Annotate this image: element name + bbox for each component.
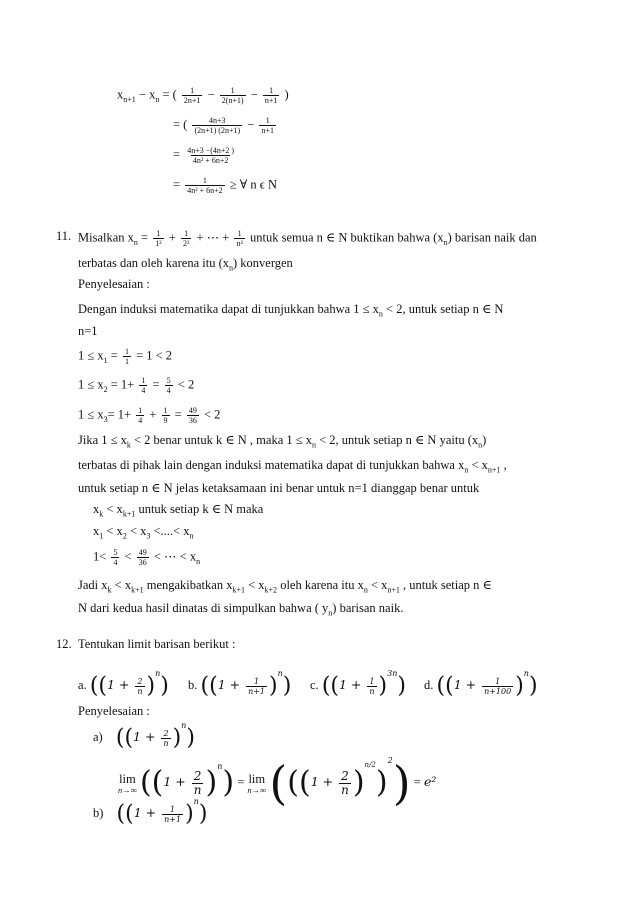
text: lim [248, 771, 266, 786]
numerator: 2 [341, 768, 349, 783]
numerator: 2 [193, 768, 202, 783]
subscript: n [155, 94, 160, 104]
subscript: n [464, 465, 469, 475]
p11-fraction-chain [93, 548, 200, 569]
subscript: 3 [146, 531, 151, 541]
numerator: 1 [190, 86, 195, 95]
p11-row-x1 [78, 347, 172, 368]
denominator: 4 [166, 386, 171, 395]
p11-row-x2 [78, 376, 194, 397]
text: < x [103, 524, 123, 538]
denominator: 2² [182, 239, 190, 248]
paren: ( [209, 673, 218, 699]
choice-b [188, 669, 292, 699]
text: = [173, 177, 181, 192]
numerator: 4n+3 −(4n+2 ) [187, 146, 235, 155]
p12-sol-a-limit [118, 755, 437, 810]
text: < x [244, 578, 265, 592]
text: Jika 1 ≤ x [78, 433, 127, 447]
fraction [139, 376, 147, 395]
fraction [192, 770, 204, 797]
exponent: n [217, 761, 223, 771]
denominator: n+1 [261, 126, 274, 135]
text: < ⋯ < x [153, 549, 197, 564]
text: x [93, 502, 100, 516]
text: 1 + [453, 677, 481, 693]
text: untuk semua n ∈ N buktikan bahwa (x [249, 230, 444, 245]
paren: ( [200, 673, 210, 699]
paren: ( [269, 756, 288, 810]
derivation-line-3 [173, 146, 238, 165]
paren: ) [186, 725, 195, 751]
p12-title: Tentukan limit barisan berikut : [78, 637, 236, 651]
text: mengakibatkan x [143, 578, 233, 592]
fraction [123, 347, 131, 366]
numerator: 1 [237, 229, 242, 238]
fraction [339, 770, 351, 797]
text: 1 + [339, 677, 366, 693]
p11-line-2 [78, 256, 293, 276]
paren: ( [445, 673, 454, 699]
paren: ) [222, 765, 235, 800]
denominator: 1² [155, 239, 162, 248]
subscript: n [363, 585, 368, 595]
numerator: 1 [156, 229, 161, 238]
text: 1 + [217, 677, 245, 693]
fraction [192, 116, 242, 135]
text: n→∞ [118, 784, 137, 795]
p12-sol-b-expr [93, 797, 208, 827]
choice-c [310, 669, 406, 699]
choice-label: d. [424, 678, 434, 693]
fraction [181, 229, 191, 248]
numerator: 1 [170, 804, 176, 814]
numerator: 1 [138, 406, 143, 415]
text: 1 + [133, 805, 161, 821]
paren: ) [146, 673, 156, 699]
problem-number-12: 12. [56, 637, 72, 651]
text: = 1+ [107, 377, 135, 392]
paren: ) [515, 673, 524, 699]
denominator: n [369, 686, 375, 696]
text: < 2 [203, 407, 221, 422]
denominator: 1 [124, 357, 129, 366]
subscript: 1 [103, 355, 108, 365]
operator: + [168, 230, 176, 245]
text: = ( [173, 117, 188, 132]
paren: ( [124, 725, 134, 751]
text: oleh karena itu x [277, 578, 364, 592]
paren: ( [89, 673, 99, 699]
paren: ( [116, 801, 126, 827]
fraction [135, 677, 144, 696]
fraction [263, 86, 280, 105]
denominator: n+100 [484, 686, 512, 696]
text: , [500, 458, 507, 472]
p11-chain-line [93, 524, 193, 544]
text: x [93, 524, 100, 538]
denominator: 36 [188, 416, 197, 425]
text: + [149, 407, 160, 422]
paren: ( [299, 765, 311, 800]
fraction [153, 229, 163, 248]
text: < x [111, 578, 132, 592]
subscript: n [378, 309, 383, 319]
numerator: 5 [113, 548, 118, 557]
exponent: 2 [387, 755, 393, 765]
text: <....< x [150, 524, 190, 538]
denominator: 4n² + 6n+2 [187, 186, 223, 195]
paren: ) [185, 801, 194, 827]
paren: ) [172, 725, 182, 751]
choice-label: b. [188, 678, 198, 693]
text: 1< [93, 549, 110, 564]
text: terbatas dan oleh karena itu (x [78, 256, 229, 270]
subscript: n+1 [387, 585, 400, 595]
limit-operator [118, 772, 137, 795]
subscript: 2 [103, 384, 108, 394]
denominator: 36 [138, 558, 147, 567]
choice-label: c. [310, 678, 319, 693]
p11-untuk-line: untuk setiap n ∈ N jelas ketaksamaan ini benar untuk n=1 dianggap benar untuk [78, 481, 480, 495]
limit-operator [247, 772, 266, 795]
p11-line-4 [78, 302, 503, 322]
paren: ( [115, 725, 125, 751]
text: = 1+ [107, 407, 132, 422]
choice-d [424, 669, 538, 699]
paren: ) [528, 673, 538, 699]
paren: ) [160, 673, 169, 699]
text: ) konvergen [232, 256, 293, 270]
numerator: 2 [163, 728, 169, 738]
numerator: 1 [124, 347, 129, 356]
numerator: 1 [495, 676, 501, 686]
paren: ) [352, 765, 365, 800]
denominator: n [163, 738, 169, 748]
paren: ) [378, 673, 388, 699]
p11-terbatas-line [78, 458, 507, 478]
subscript: n+1 [123, 94, 136, 104]
text: = [137, 230, 152, 245]
fraction [246, 677, 267, 696]
text: = [174, 407, 185, 422]
denominator: 2(n+1) [221, 96, 244, 105]
subscript: n [228, 263, 233, 273]
operator: − [207, 87, 215, 102]
paren: ( [125, 801, 134, 827]
subscript: k [107, 585, 112, 595]
text: untuk setiap k ∈ N maka [135, 502, 264, 516]
denominator: 4 [141, 386, 146, 395]
text: N dari kedua hasil dinatas di simpulkan bahwa ( y [78, 601, 329, 615]
subscript: n [196, 556, 201, 566]
paren: ( [287, 765, 299, 800]
operator: − [250, 87, 258, 102]
result: e² [423, 773, 437, 789]
p11-xk-line [93, 502, 263, 522]
p11-line-1 [78, 229, 537, 250]
numerator: 1 [141, 376, 146, 385]
text: 1 + [107, 677, 134, 693]
text: 1 ≤ x [78, 407, 104, 422]
denominator: n+1 [164, 814, 182, 824]
fraction [165, 376, 173, 395]
p12-sol-a-expr [93, 721, 195, 751]
text: < x [468, 458, 488, 472]
subscript: n [328, 608, 333, 618]
text: = [237, 774, 248, 789]
text: < 2, untuk setiap n ∈ N yaitu (x [316, 433, 479, 447]
numerator: 1 [184, 229, 189, 238]
denominator: 4 [113, 558, 118, 567]
numerator: 1 [163, 406, 168, 415]
text: < [124, 549, 132, 564]
derivation-line-4 [173, 176, 277, 195]
denominator: n [193, 782, 202, 797]
paren: ( [330, 673, 339, 699]
fraction [185, 146, 236, 165]
numerator: 4n+3 [209, 116, 226, 125]
operator: − [247, 117, 255, 132]
paren: ) [392, 756, 411, 810]
choice-a [78, 669, 169, 699]
subscript: 2 [122, 531, 127, 541]
text: < x [126, 524, 147, 538]
subscript: k+1 [131, 585, 144, 595]
subscript: n+1 [487, 465, 501, 475]
subscript: k+2 [264, 585, 278, 595]
text: 1 ≤ x [78, 348, 104, 363]
exponent: n [277, 669, 283, 678]
text: lim [119, 771, 136, 786]
text: ) [284, 87, 289, 102]
denominator: n [341, 782, 349, 797]
numerator: 1 [202, 176, 207, 185]
text: − x [135, 87, 156, 102]
denominator: n [137, 686, 143, 696]
text: < 2, untuk setiap n ∈ N [382, 302, 504, 316]
denominator: 4 [138, 416, 143, 425]
p11-penyelesaian: Penyelesaian : [78, 277, 150, 291]
paren: ) [205, 765, 218, 800]
numerator: 49 [188, 406, 197, 415]
text: = [152, 377, 163, 392]
numerator: 1 [230, 86, 235, 95]
subscript: k+1 [232, 585, 245, 595]
paren: ( [151, 765, 164, 800]
text: 1 ≤ x [78, 377, 104, 392]
p11-jadi-line [78, 578, 492, 598]
p11-n1: n=1 [78, 324, 98, 338]
subscript: k+1 [122, 509, 136, 519]
text: = [107, 348, 121, 363]
fraction [137, 548, 149, 567]
subscript: n [443, 237, 448, 247]
fraction [136, 406, 144, 425]
text: < x [367, 578, 388, 592]
paren: ( [139, 765, 152, 800]
p11-jika-line [78, 433, 486, 453]
fraction [187, 406, 199, 425]
text: = ( [159, 87, 177, 102]
text: ≥ ∀ n ϵ N [229, 177, 277, 192]
text: < x [103, 502, 123, 516]
text: = [173, 147, 181, 162]
fraction [259, 116, 276, 135]
subscript: 3 [103, 414, 108, 424]
choice-label: a. [78, 678, 87, 693]
numerator: 1 [369, 676, 375, 686]
fraction [161, 729, 170, 748]
denominator: 4n² + 6n+2 [192, 156, 229, 165]
p12-penyelesaian: Penyelesaian : [78, 704, 150, 718]
p11-row-x3 [78, 406, 220, 427]
fraction [111, 548, 119, 567]
text: n→∞ [247, 784, 267, 795]
text: < 2 [177, 377, 195, 392]
text: 1 + [310, 773, 338, 789]
subscript: k [99, 509, 104, 519]
numerator: 1 [269, 86, 274, 95]
denominator: 9 [163, 416, 168, 425]
text: terbatas di pihak lain dengan induksi matematika dapat di tunjukkan bahwa x [78, 458, 465, 472]
numerator: 1 [265, 116, 270, 125]
text: Jadi x [78, 578, 108, 592]
text: 1 + [163, 773, 190, 789]
exponent: n [181, 721, 187, 730]
subscript: n [133, 237, 138, 247]
paren: ) [397, 673, 406, 699]
solution-label: b) [93, 806, 104, 821]
text: < 2 benar untuk k ∈ N , maka 1 ≤ x [130, 433, 312, 447]
text: ) barisan naik. [332, 601, 404, 615]
subscript: n [478, 440, 483, 450]
fraction [182, 86, 203, 105]
fraction [185, 176, 224, 195]
text: Misalkan x [78, 230, 134, 245]
paren: ( [436, 673, 446, 699]
paren: ) [375, 765, 388, 800]
exponent: n/2 [364, 760, 376, 769]
exponent: n [155, 669, 161, 678]
text: ) [482, 433, 487, 447]
denominator: (2n+1) (2n+1) [194, 126, 241, 135]
fraction [162, 805, 183, 824]
paren: ( [321, 673, 331, 699]
paren: ) [282, 673, 292, 699]
subscript: n [189, 531, 194, 541]
paren: ) [198, 801, 208, 827]
denominator: n+1 [264, 96, 278, 105]
text: = 1 < 2 [136, 348, 173, 363]
fraction [482, 677, 513, 696]
subscript: k [126, 440, 131, 450]
exponent: n [523, 669, 529, 678]
paren: ( [98, 673, 107, 699]
fraction [367, 677, 376, 696]
problem-number-11: 11. [56, 229, 72, 243]
text: ) barisan naik dan [447, 230, 537, 245]
text: , untuk setiap n ∈ [399, 578, 492, 592]
derivation-line-1 [117, 86, 289, 107]
text: 1 + [133, 729, 160, 745]
denominator: n² [236, 239, 243, 248]
denominator: n+1 [248, 686, 266, 696]
text: + ⋯ + [196, 230, 233, 245]
text: Dengan induksi matematika dapat di tunjukkan bahwa 1 ≤ x [78, 302, 379, 316]
subscript: 1 [99, 531, 104, 541]
subscript: n [312, 440, 316, 450]
solution-label: a) [93, 730, 103, 745]
fraction [162, 406, 170, 425]
text: x [117, 87, 124, 102]
numerator: 2 [137, 676, 143, 686]
fraction [220, 86, 246, 105]
numerator: 1 [253, 676, 260, 686]
denominator: 2n+1 [183, 96, 201, 105]
exponent: 3n [387, 669, 398, 678]
text: = [413, 774, 424, 789]
fraction [234, 229, 244, 248]
exponent: n [193, 797, 199, 806]
numerator: 49 [138, 548, 147, 557]
numerator: 5 [166, 376, 171, 385]
derivation-line-2 [173, 116, 278, 135]
p11-last-line [78, 601, 403, 621]
paren: ) [269, 673, 278, 699]
